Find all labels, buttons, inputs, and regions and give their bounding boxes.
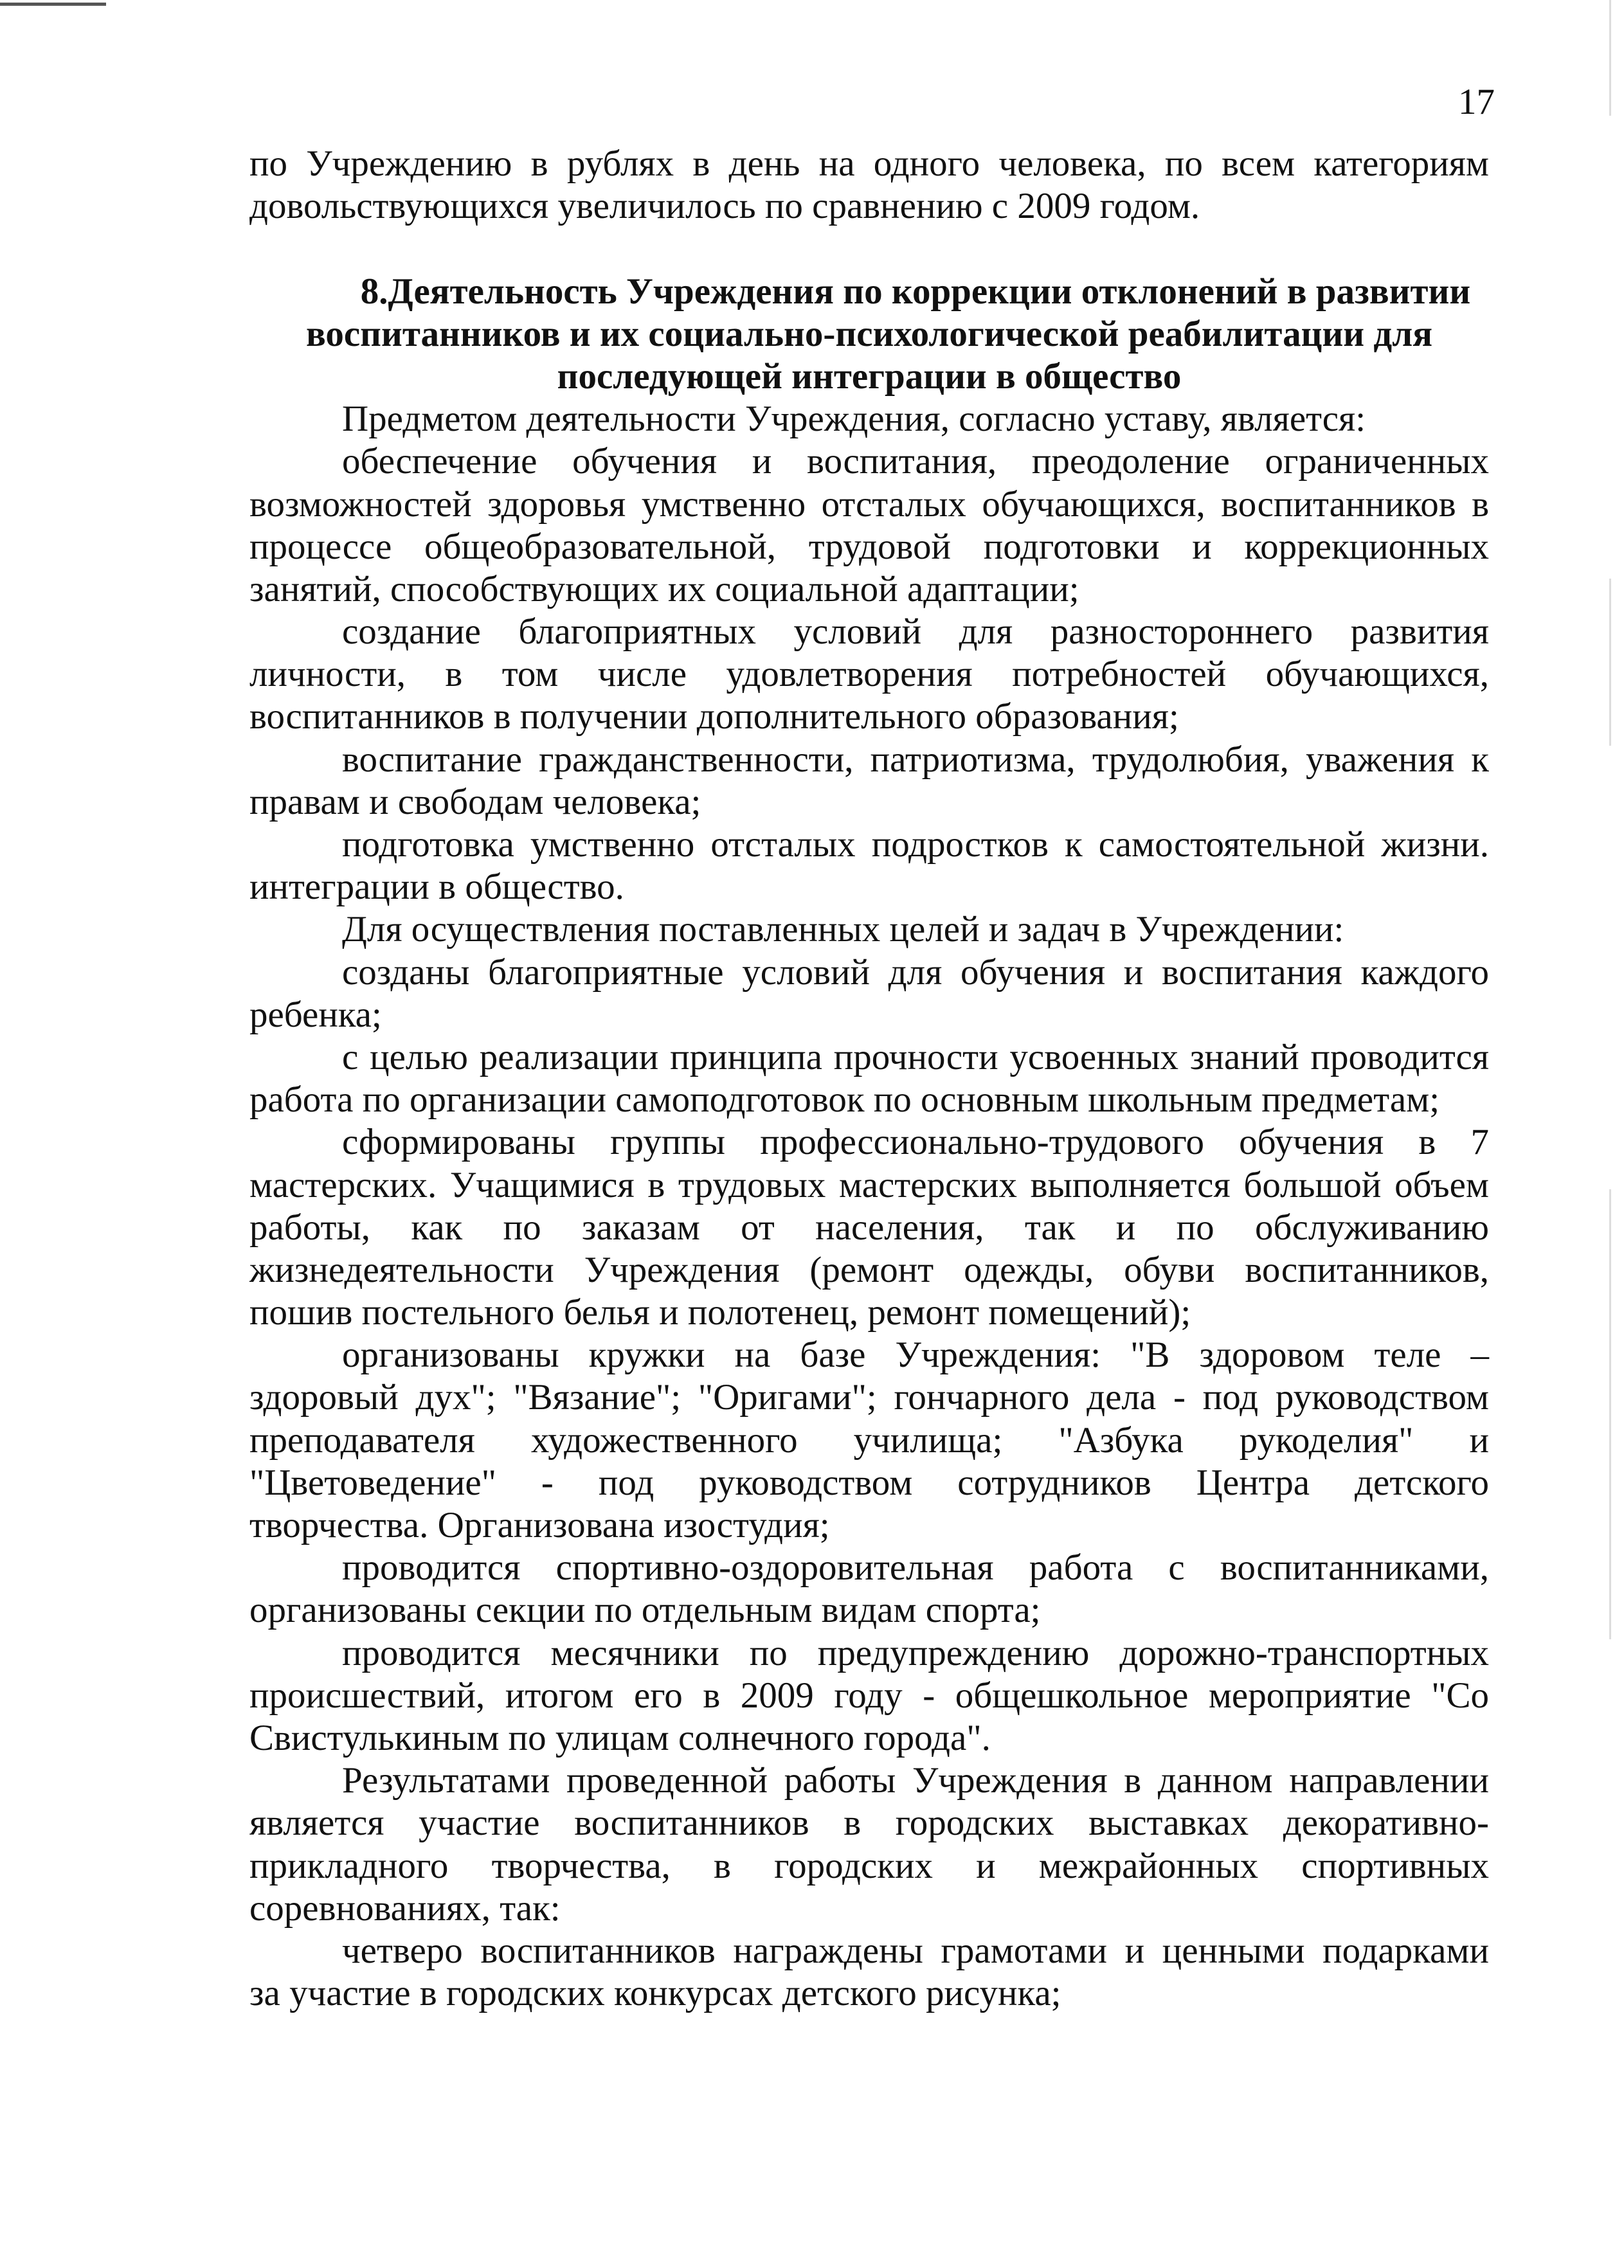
paragraph	[249, 611, 1489, 739]
text-line: интеграции в общество.	[249, 867, 624, 908]
text-line: довольствующихся увеличилось по сравнению с 2009 годом.	[249, 186, 1200, 227]
paragraph	[249, 440, 1489, 611]
paragraph	[249, 951, 1489, 1036]
section-heading	[249, 271, 1489, 399]
text-line: происшествий, итогом его в 2009 году - общешкольное мероприятие "Со	[249, 1675, 1489, 1716]
text-line: созданы благоприятные условий для обучения и воспитания каждого	[342, 951, 1489, 993]
scan-edge-noise	[1609, 0, 1611, 116]
text-line: личности, в том числе удовлетворения потребностей обучающихся,	[249, 654, 1489, 695]
document-body	[249, 143, 1489, 2015]
text-line: жизнедеятельности Учреждения (ремонт одежды, обуви воспитанников,	[249, 1249, 1489, 1290]
paragraph	[249, 824, 1489, 908]
text-line: организованы секции по отдельным видам спорта;	[249, 1590, 1041, 1631]
scan-artifact	[0, 3, 106, 6]
text-line: с целью реализации принципа прочности усвоенных знаний проводится	[342, 1036, 1489, 1077]
text-line: здоровый дух"; "Вязание"; "Оригами"; гончарного дела - под руководством	[249, 1377, 1489, 1418]
page-number: 17	[1458, 82, 1495, 122]
text-line: мастерских. Учащимися в трудовых мастерских выполняется большой объем	[249, 1164, 1489, 1205]
text-line: сформированы группы профессионально-трудового обучения в 7	[342, 1122, 1489, 1163]
paragraph	[249, 1036, 1489, 1121]
text-line: является участие воспитанников в городских выставках декоративно-	[249, 1803, 1489, 1844]
paragraph	[249, 1121, 1489, 1334]
text-line: занятий, способствующих их социальной адаптации;	[249, 568, 1079, 609]
paragraph	[249, 908, 1489, 951]
paragraph	[249, 739, 1489, 824]
text-line: создание благоприятных условий для разностороннего развития	[342, 611, 1489, 652]
text-line: процессе общеобразовательной, трудовой подготовки и коррекционных	[249, 526, 1489, 567]
heading-line: воспитанников и их социально-психологической реабилитации для	[305, 313, 1433, 354]
text-line: преподавателя художественного училища; "Азбука рукоделия" и	[249, 1419, 1489, 1461]
text-line: за участие в городских конкурсах детского рисунка;	[249, 1973, 1061, 2014]
text-line: воспитание гражданственности, патриотизма, трудолюбия, уважения к	[342, 739, 1489, 780]
paragraph	[249, 1547, 1489, 1632]
scan-edge-noise	[1609, 579, 1611, 746]
text-line: проводится спортивно-оздоровительная работа с воспитанниками,	[342, 1547, 1489, 1589]
intro-paragraph	[249, 143, 1489, 228]
text-line: работа по организации самоподготовок по основным школьным предметам;	[249, 1079, 1440, 1120]
text-line: по Учреждению в рублях в день на одного человека, по всем категориям	[249, 143, 1489, 184]
paragraph	[249, 1930, 1489, 2015]
text-line: "Цветоведение" - под руководством сотрудников Центра детского	[249, 1462, 1489, 1503]
text-line: ребенка;	[249, 994, 382, 1035]
body-paragraphs	[249, 398, 1489, 2015]
text-line: подготовка умственно отсталых подростков к самостоятельной жизни.	[342, 824, 1489, 865]
text-line: Для осуществления поставленных целей и задач в Учреждении:	[342, 909, 1344, 950]
text-line: прикладного творчества, в городских и межрайонных спортивных	[249, 1845, 1489, 1886]
heading-line: последующей интеграции в общество	[557, 356, 1182, 397]
text-line: организованы кружки на базе Учреждения: "В здоровом теле –	[342, 1335, 1489, 1376]
text-line: обеспечение обучения и воспитания, преодоление ограниченных	[342, 441, 1489, 482]
text-line: возможностей здоровья умственно отсталых обучающихся, воспитанников в	[249, 483, 1489, 525]
text-line: Свистулькиным по улицам солнечного города".	[249, 1717, 991, 1758]
text-line: пошив постельного белья и полотенец, ремонт помещений);	[249, 1292, 1191, 1333]
text-line: четверо воспитанников награждены грамотами и ценными подарками	[342, 1930, 1489, 1971]
text-line: соревнованиях, так:	[249, 1887, 561, 1929]
text-line: правам и свободам человека;	[249, 781, 701, 822]
scan-edge-noise	[1609, 1189, 1611, 1639]
paragraph	[249, 1334, 1489, 1547]
text-line: работы, как по заказам от населения, так и по обслуживанию	[249, 1207, 1489, 1248]
heading-line: 8.Деятельность Учреждения по коррекции отклонений в развитии	[360, 271, 1471, 312]
paragraph	[249, 1632, 1489, 1760]
paragraph	[249, 1760, 1489, 1930]
text-line: Предметом деятельности Учреждения, согласно уставу, является:	[342, 399, 1366, 440]
text-line: воспитанников в получении дополнительного образования;	[249, 696, 1179, 737]
text-line: творчества. Организована изостудия;	[249, 1505, 830, 1545]
blank-line	[249, 228, 1489, 270]
text-line: Результатами проведенной работы Учреждения в данном направлении	[342, 1760, 1489, 1801]
paragraph	[249, 398, 1489, 440]
text-line: проводится месячники по предупреждению дорожно-транспортных	[342, 1632, 1489, 1673]
